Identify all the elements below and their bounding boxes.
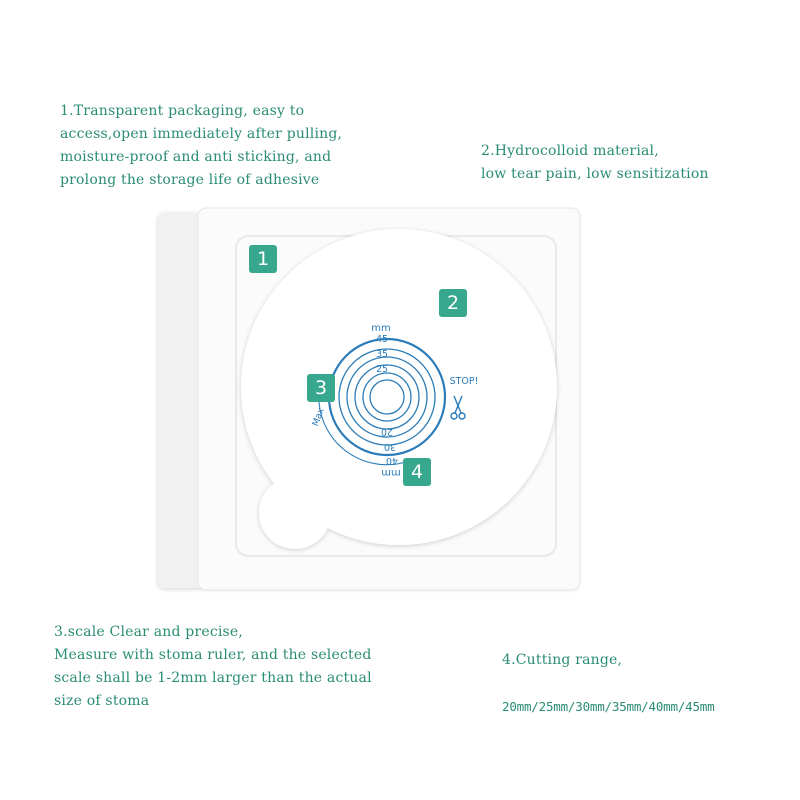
callout-badge-2: 2 [439, 289, 467, 317]
note-cutting-range [502, 626, 792, 741]
scale-max-label: Max [311, 406, 327, 428]
callout-badge-4: 4 [403, 458, 431, 486]
scale-unit-top: mm [371, 323, 391, 334]
scale-label-20: 20 [380, 426, 394, 437]
scale-unit-bottom: mm [381, 467, 401, 478]
scale-label-25: 25 [375, 364, 389, 375]
note-scale-precise: 3.scale Clear and precise, Measure with stoma ruler, and the selected scale shall be 1-2mm larger than the actual size of stoma [54, 624, 372, 709]
cutting-range-title: 4.Cutting range, [502, 652, 623, 668]
scale-stop-label: STOP! [449, 376, 479, 387]
ostomy-wafer-image [150, 200, 590, 600]
scale-label-40: 40 [385, 455, 399, 466]
cutting-range-sizes: 20mm/25mm/30mm/35mm/40mm/45mm [502, 699, 715, 714]
note-transparent-packaging: 1.Transparent packaging, easy to access,open immediately after pulling, moisture-proof and anti sticking, and prolong the storage life of adhesive [60, 103, 343, 188]
scale-label-35: 35 [375, 349, 389, 360]
callout-badge-1: 1 [249, 245, 277, 273]
note-hydrocolloid-material: 2.Hydrocolloid material, low tear pain, low sensitization [481, 143, 709, 182]
scale-label-30: 30 [383, 441, 397, 452]
callout-badge-3: 3 [307, 374, 335, 402]
scale-label-45: 45 [375, 334, 389, 345]
